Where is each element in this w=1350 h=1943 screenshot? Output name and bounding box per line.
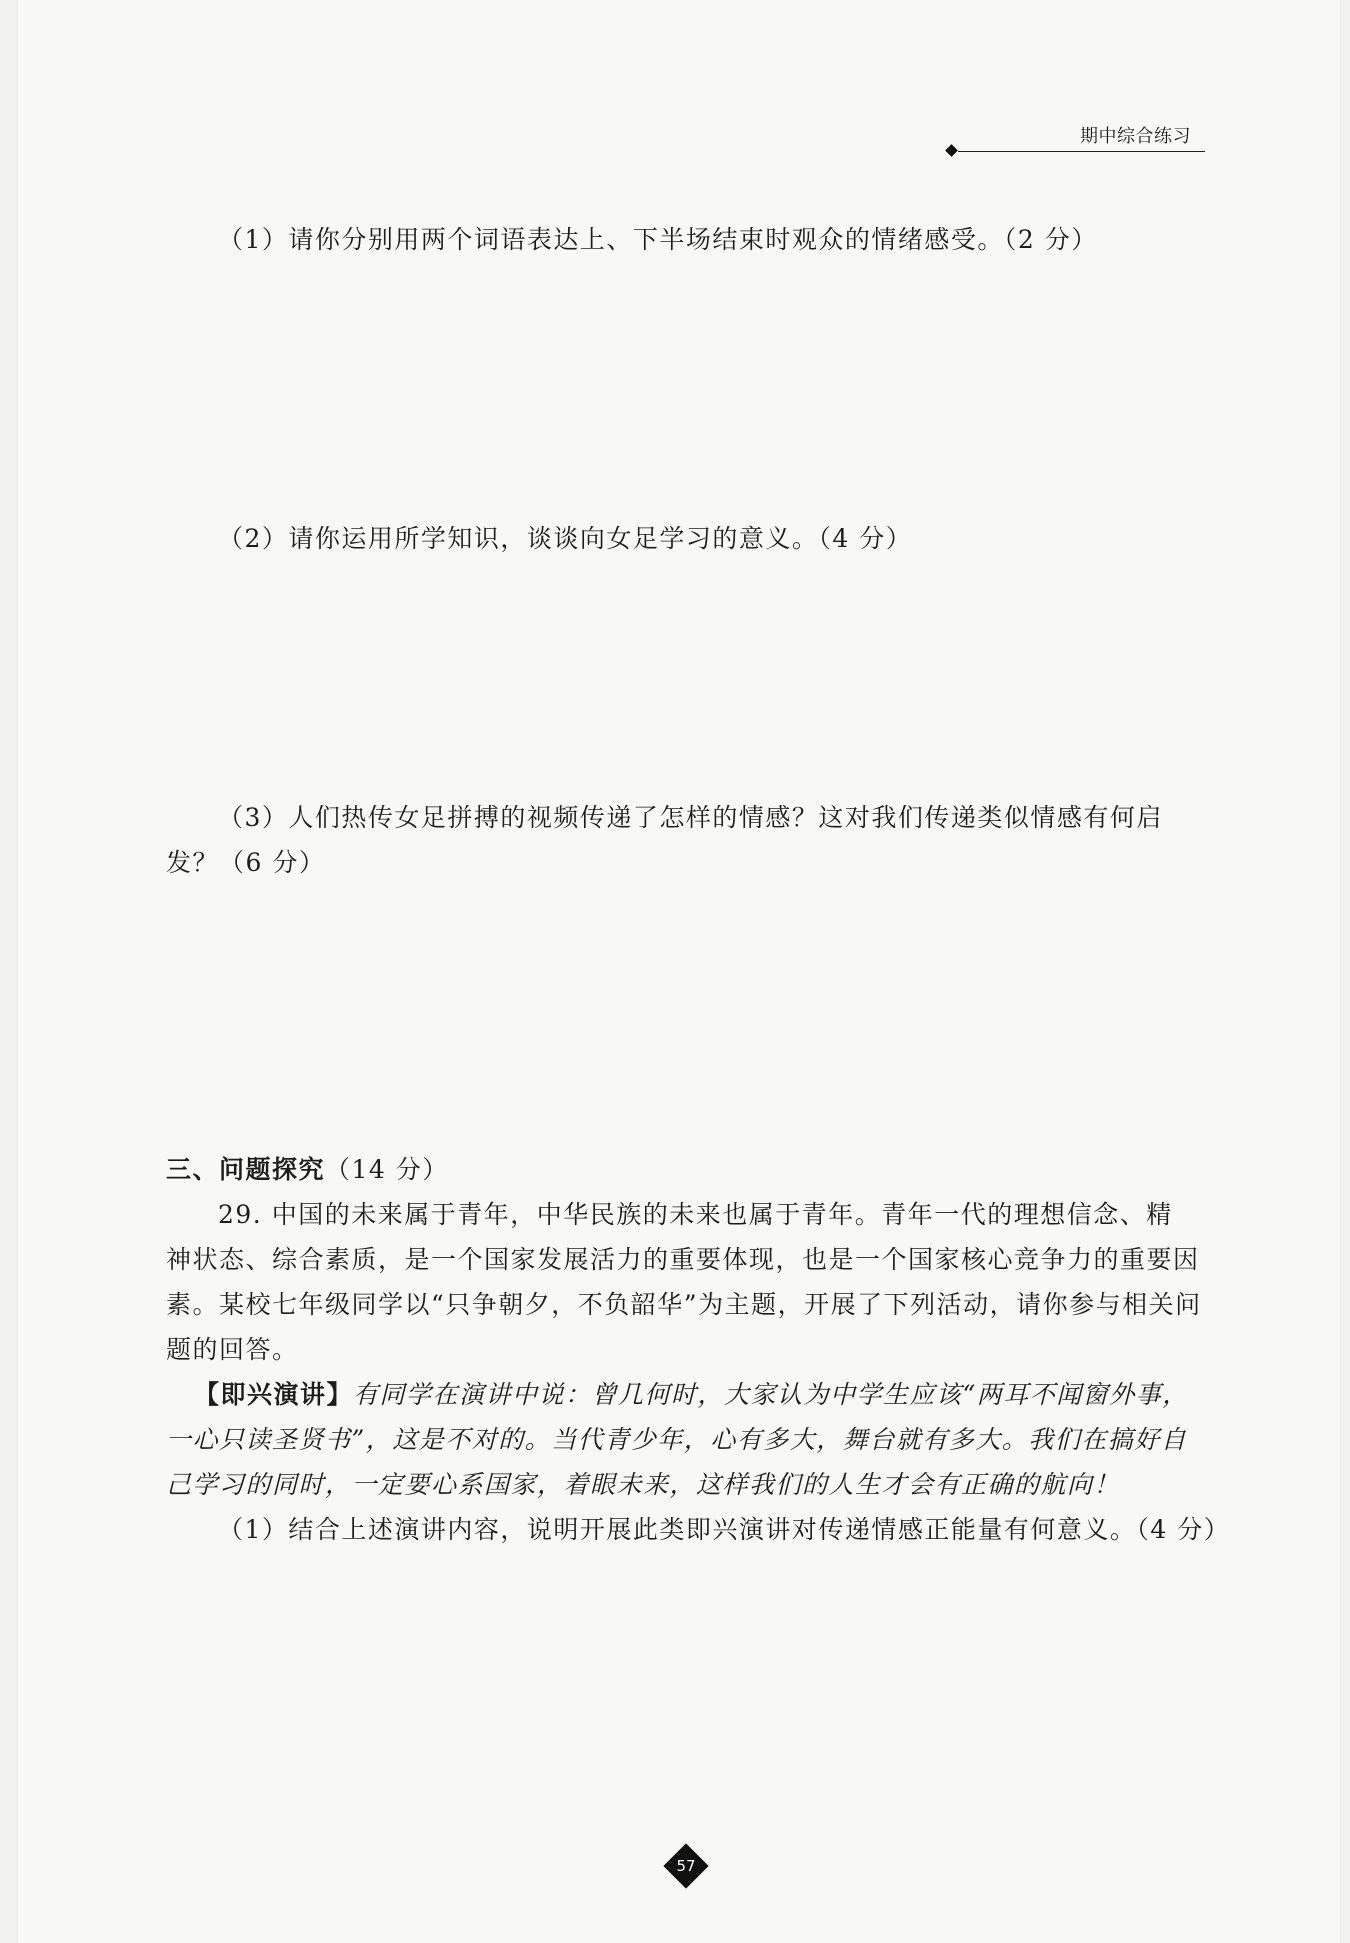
q29-paragraph-line-3: 素。某校七年级同学以“只争朝夕，不负韶华”为主题，开展了下列活动，请你参与相关问 bbox=[166, 1290, 1202, 1319]
section-3-score: （14 分） bbox=[325, 1155, 449, 1184]
section-3-question-1: （1）结合上述演讲内容，说明开展此类即兴演讲对传递情感正能量有何意义。（4 分） bbox=[218, 1515, 1231, 1544]
speech-text-1: 有同学在演讲中说：曾几何时，大家认为中学生应该“两耳不闻窗外事， bbox=[353, 1380, 1189, 1409]
speech-line-1 bbox=[194, 1372, 1189, 1417]
question-3-line-1: （3）人们热传女足拼搏的视频传递了怎样的情感？这对我们传递类似情感有何启 bbox=[218, 803, 1163, 832]
header-rule bbox=[958, 151, 1205, 152]
page-number: 57 bbox=[676, 1857, 696, 1875]
question-3-line-2: 发？（6 分） bbox=[166, 848, 326, 877]
speech-line-2: 一心只读圣贤书”，这是不对的。当代青少年，心有多大，舞台就有多大。我们在搞好自 bbox=[166, 1425, 1188, 1454]
header-diamond-icon bbox=[945, 144, 958, 157]
page bbox=[18, 0, 1340, 1943]
page-number-badge bbox=[663, 1843, 709, 1889]
q29-paragraph-line-1: 29. 中国的未来属于青年，中华民族的未来也属于青年。青年一代的理想信念、精 bbox=[218, 1200, 1173, 1229]
speech-line-3: 己学习的同时，一定要心系国家，着眼未来，这样我们的人生才会有正确的航向！ bbox=[166, 1470, 1121, 1499]
question-1: （1）请你分别用两个词语表达上、下半场结束时观众的情绪感受。（2 分） bbox=[218, 225, 1098, 254]
q29-paragraph-line-4: 题的回答。 bbox=[166, 1335, 299, 1364]
section-3-heading bbox=[166, 1147, 449, 1192]
speech-tag: 【即兴演讲】 bbox=[194, 1380, 354, 1409]
question-2: （2）请你运用所学知识，谈谈向女足学习的意义。（4 分） bbox=[218, 524, 913, 553]
header-title: 期中综合练习 bbox=[1080, 126, 1191, 147]
q29-paragraph-line-2: 神状态、综合素质，是一个国家发展活力的重要体现，也是一个国家核心竞争力的重要因 bbox=[166, 1245, 1200, 1274]
section-3-title: 三、问题探究 bbox=[166, 1155, 326, 1184]
